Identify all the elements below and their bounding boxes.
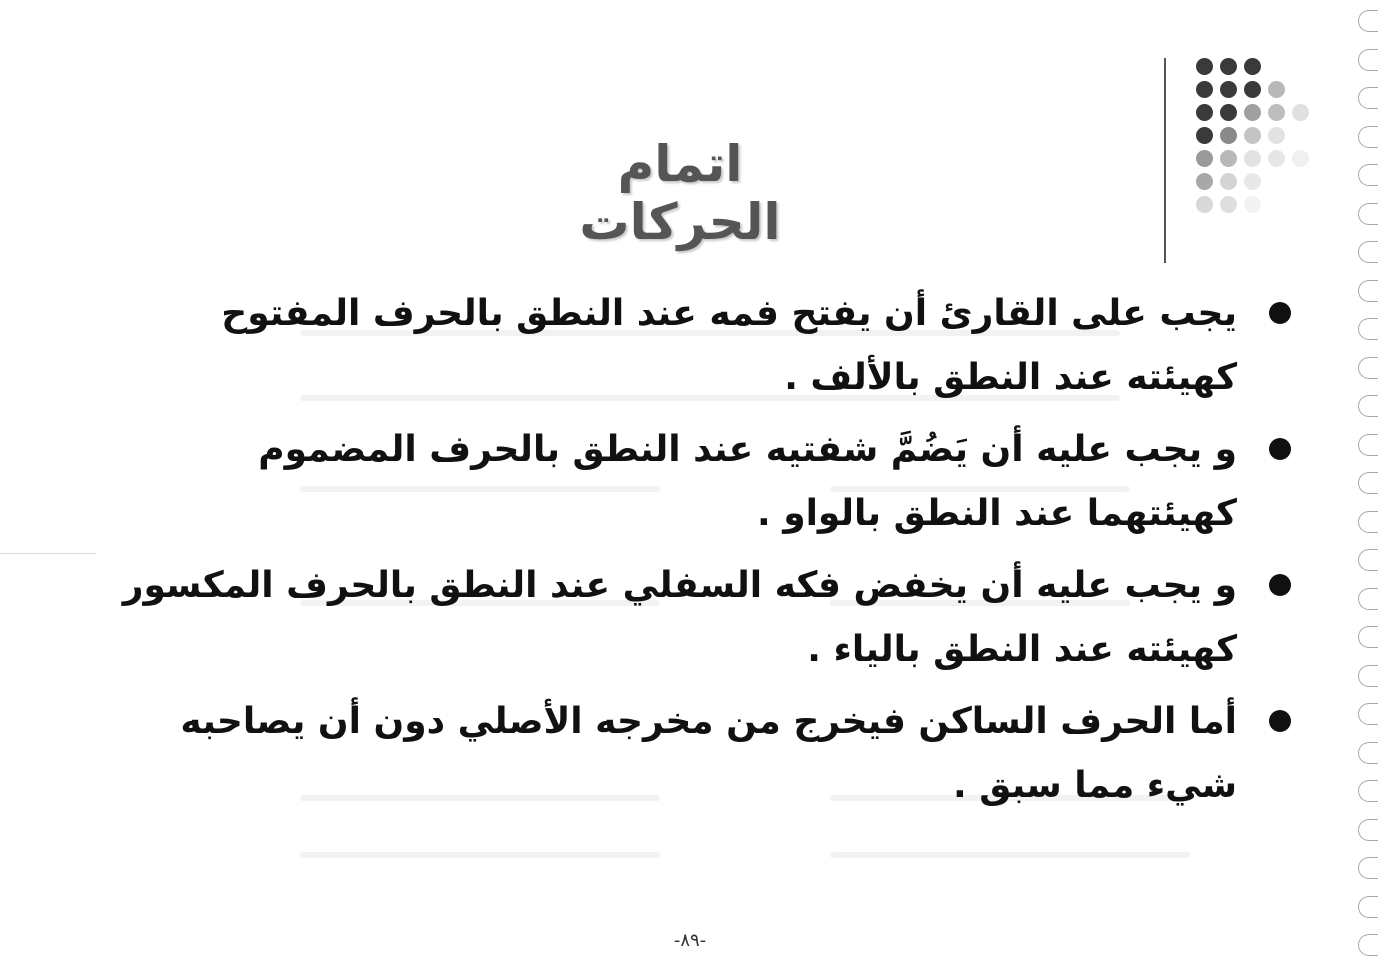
grid-dot [1244, 81, 1261, 98]
binding-ring [1358, 241, 1378, 263]
bullet-dot-icon [1269, 438, 1291, 460]
grid-dot [1244, 104, 1261, 121]
bullet-text: و يجب عليه أن يَضُمَّ شفتيه عند النطق بالحرف المضموم كهيئتهما عند النطق بالواو . [258, 429, 1237, 534]
grid-dot [1268, 150, 1285, 167]
grid-dot [1220, 150, 1237, 167]
binding-ring [1358, 588, 1378, 610]
bullet-text: يجب على القارئ أن يفتح فمه عند النطق بالحرف المفتوح كهيئته عند النطق بالألف . [221, 293, 1237, 398]
binding-ring [1358, 742, 1378, 764]
margin-rule [0, 553, 96, 554]
grid-dot [1220, 173, 1237, 190]
grid-dot [1244, 58, 1261, 75]
scan-ghost-line [300, 852, 660, 858]
slide-title: اتمام الحركات [579, 135, 781, 251]
binding-ring [1358, 318, 1378, 340]
grid-dot [1196, 104, 1213, 121]
grid-dot [1196, 150, 1213, 167]
binding-ring [1358, 934, 1378, 956]
grid-dot [1292, 104, 1309, 121]
vertical-divider [1164, 58, 1166, 263]
grid-dot [1220, 58, 1237, 75]
grid-dot [1220, 127, 1237, 144]
bullet-text: و يجب عليه أن يخفض فكه السفلي عند النطق بالحرف المكسور كهيئته عند النطق بالياء . [122, 565, 1237, 670]
bullet-item [100, 690, 1295, 818]
binding-ring [1358, 10, 1378, 32]
binding-ring [1358, 780, 1378, 802]
binding-ring [1358, 857, 1378, 879]
grid-dot [1268, 81, 1285, 98]
binding-ring [1358, 819, 1378, 841]
grid-dot [1220, 104, 1237, 121]
bullet-item [100, 282, 1295, 410]
grid-dot [1244, 173, 1261, 190]
bullet-item [100, 418, 1295, 546]
grid-dot [1244, 150, 1261, 167]
binding-ring [1358, 164, 1378, 186]
binding-ring [1358, 87, 1378, 109]
grid-dot [1196, 58, 1213, 75]
binding-ring [1358, 703, 1378, 725]
binding-ring [1358, 49, 1378, 71]
bullet-dot-icon [1269, 710, 1291, 732]
binding-ring [1358, 395, 1378, 417]
grid-dot [1244, 196, 1261, 213]
binding-ring [1358, 549, 1378, 571]
bullet-text: أما الحرف الساكن فيخرج من مخرجه الأصلي دون أن يصاحبه شيء مما سبق . [180, 701, 1237, 806]
grid-dot [1196, 173, 1213, 190]
grid-dot [1244, 127, 1261, 144]
bullet-list [100, 282, 1295, 826]
grid-dot [1292, 150, 1309, 167]
binding-ring [1358, 126, 1378, 148]
binding-ring [1358, 472, 1378, 494]
binding-ring [1358, 203, 1378, 225]
bullet-dot-icon [1269, 302, 1291, 324]
binding-ring [1358, 511, 1378, 533]
binding-ring [1358, 896, 1378, 918]
binding-ring [1358, 357, 1378, 379]
binding-ring [1358, 434, 1378, 456]
grid-dot [1196, 127, 1213, 144]
binding-ring [1358, 280, 1378, 302]
page-number: -٨٩- [673, 930, 707, 951]
ring-binding [1354, 10, 1384, 960]
grid-dot [1196, 81, 1213, 98]
grid-dot [1220, 196, 1237, 213]
bullet-item [100, 554, 1295, 682]
scan-ghost-line [830, 852, 1190, 858]
grid-dot [1196, 196, 1213, 213]
binding-ring [1358, 626, 1378, 648]
grid-dot [1220, 81, 1237, 98]
decorative-dot-grid [1192, 58, 1317, 218]
bullet-dot-icon [1269, 574, 1291, 596]
grid-dot [1268, 104, 1285, 121]
binding-ring [1358, 665, 1378, 687]
grid-dot [1268, 127, 1285, 144]
